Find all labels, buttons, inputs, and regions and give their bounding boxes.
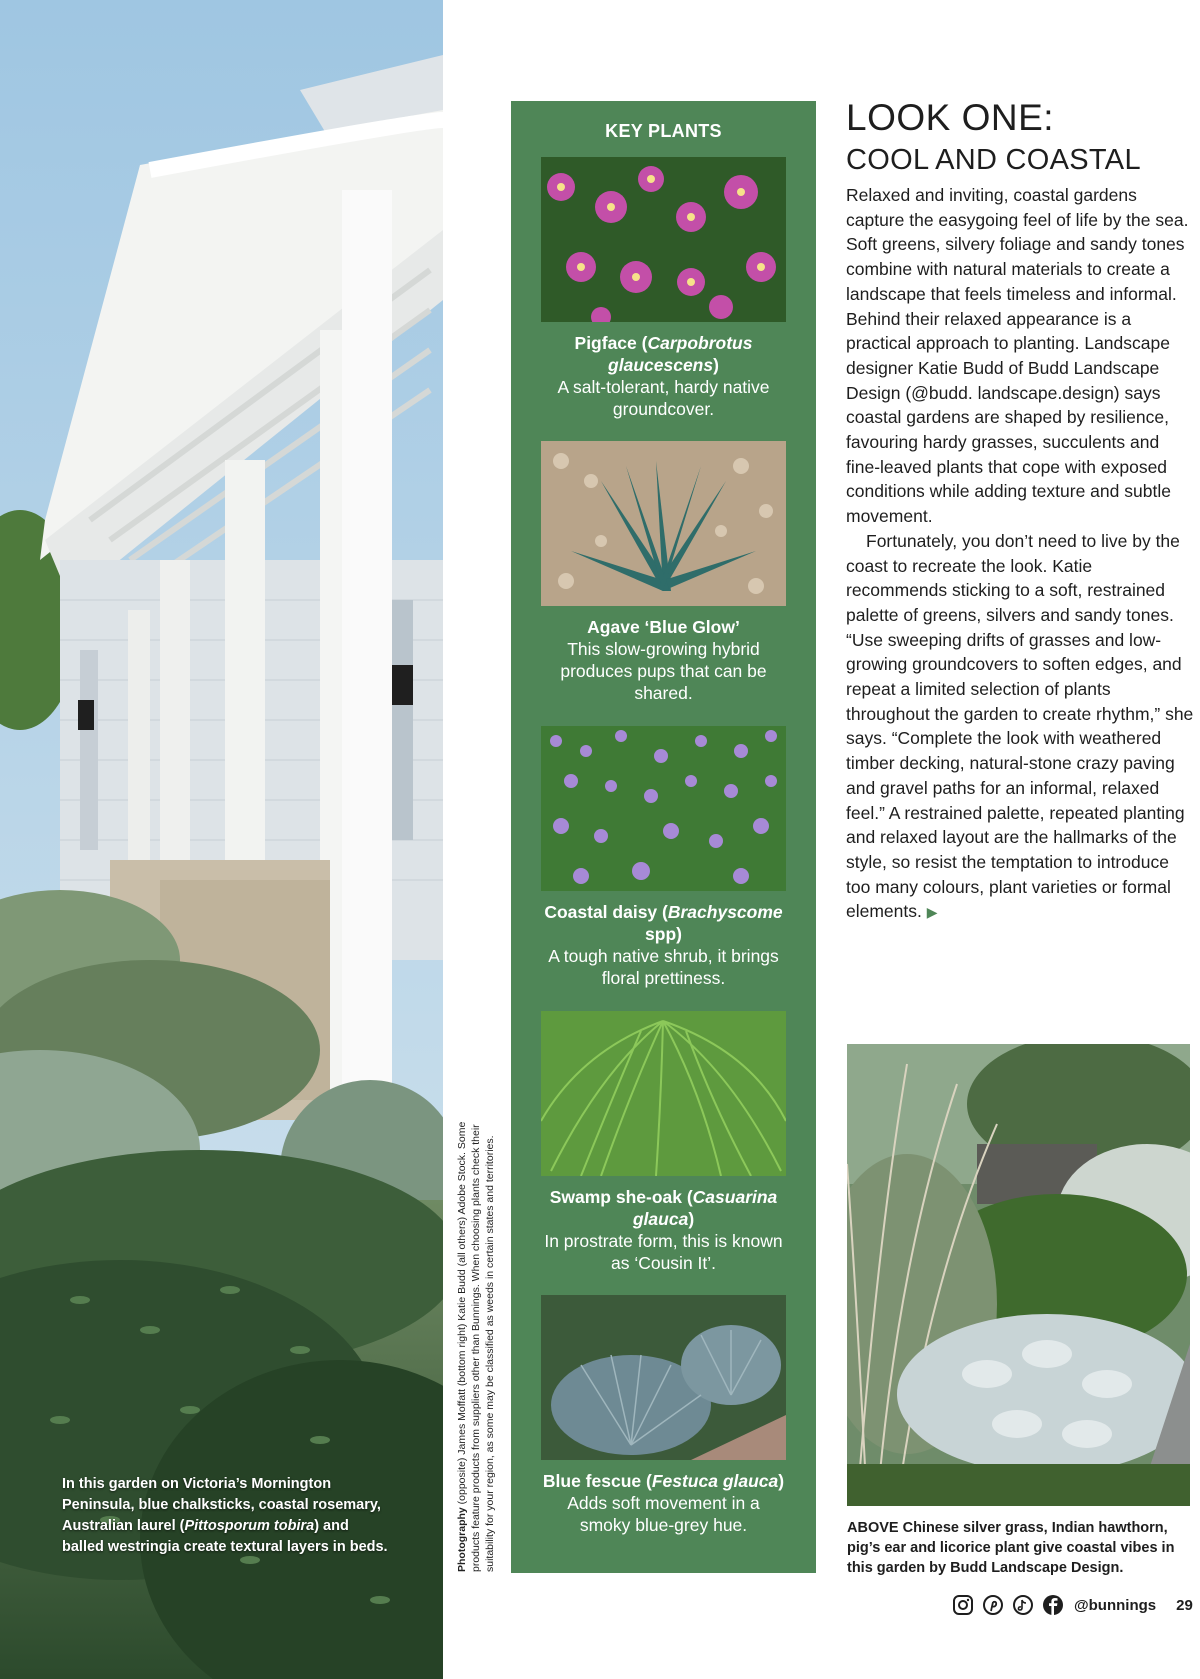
key-plants-heading: KEY PLANTS: [605, 121, 722, 141]
pigface-photo: [541, 157, 786, 322]
plant-name: Coastal daisy (Brachyscome spp): [544, 902, 783, 944]
article-body: [846, 183, 1196, 925]
plant-description: A tough native shrub, it brings floral prettiness.: [548, 946, 779, 988]
photo-caption: ABOVE Chinese silver grass, Indian hawthorn, pig’s ear and licorice plant give coastal vibes in this garden by Budd Landscape Design.: [847, 1520, 1175, 1576]
plant-card-pigface: [541, 157, 786, 420]
plant-description: In prostrate form, this is known as ‘Cousin It’.: [544, 1231, 783, 1273]
instagram-icon[interactable]: [952, 1594, 974, 1616]
facebook-icon[interactable]: [1042, 1594, 1064, 1616]
plant-description: This slow-growing hybrid produces pups that can be shared.: [560, 639, 767, 703]
continue-arrow-icon: ▶: [926, 904, 938, 921]
coastal-daisy-photo: [541, 726, 786, 891]
blue-fescue-photo: [541, 1295, 786, 1460]
plant-name: Blue fescue (Festuca glauca): [542, 1471, 785, 1491]
plant-description: A salt-tolerant, hardy native groundcover.: [557, 377, 770, 419]
plant-card-swamp-she-oak: [541, 1011, 786, 1274]
plant-description: Adds soft movement in a smoky blue-grey hue.: [567, 1493, 760, 1535]
agave-photo: [541, 441, 786, 606]
article-paragraph: Relaxed and inviting, coastal gardens capture the easygoing feel of life by the sea. Soft greens, silvery foliage and sandy tones combine with natural materials to create a landscape that feels timeless and informal. Behind their relaxed appearance is a practical approach to planting. Landscape designer Katie Budd of Budd Landscape Design (@budd. landscape.design) says coastal gardens are shaped by resilience, favouring hardy grasses, succulents and fine-leaved plants that cope with exposed conditions while adding texture and subtle movement.: [846, 185, 1189, 527]
page-footer: [952, 1592, 1193, 1618]
plant-card-coastal-daisy: [541, 726, 786, 989]
plant-name: Agave ‘Blue Glow’: [587, 617, 740, 637]
article-title: LOOK ONE:: [846, 97, 1055, 138]
hero-photo: [0, 0, 443, 1679]
plant-card-blue-fescue: [541, 1295, 786, 1536]
plant-name: Pigface (Carpobrotus glaucescens): [574, 333, 753, 375]
article-paragraph: Fortunately, you don’t need to live by the coast to recreate the look. Katie recommends sticking to a soft, restrained palette of greens, silvers and sandy tones. “Use sweeping drifts of grasses and low-growing groundcovers to soften edges, and repeat a limited selection of plants throughout the garden to create rhythm,” she says. “Complete the look with weathered timber decking, natural-stone crazy paving and gravel paths for an informal, relaxed feel.” A restrained palette, repeated planting and relaxed layout are the hallmarks of the style, so resist the temptation to introduce too many colours, plant varieties or formal elements. ▶: [846, 530, 1194, 922]
photography-credit: Photography (opposite) James Moffatt (bottom right) Katie Budd (all others) Adobe Stock. Some products feature products from suppliers other than Bunnings. When choosing plants check their suitability for your region, as some may be classified as weeds in certain states and territories.: [456, 1121, 496, 1572]
plant-card-agave: [541, 441, 786, 704]
garden-photo-budd-design: [847, 1044, 1190, 1506]
social-handle[interactable]: @bunnings: [1074, 1596, 1157, 1614]
hero-garden-image: [0, 0, 443, 1679]
tiktok-icon[interactable]: [1012, 1594, 1034, 1616]
page-number: 29: [1176, 1596, 1193, 1614]
article-subtitle: COOL AND COASTAL: [846, 144, 1141, 176]
plant-name: Swamp she-oak (Casuarina glauca): [549, 1187, 778, 1229]
pinterest-icon[interactable]: [982, 1594, 1004, 1616]
swamp-she-oak-photo: [541, 1011, 786, 1176]
key-plants-panel: [511, 101, 816, 1573]
hero-caption: In this garden on Victoria’s Mornington Peninsula, blue chalksticks, coastal rosemary, Australian laurel (Pittosporum tobira) and balled westringia create textural layers in beds.: [62, 1476, 388, 1555]
